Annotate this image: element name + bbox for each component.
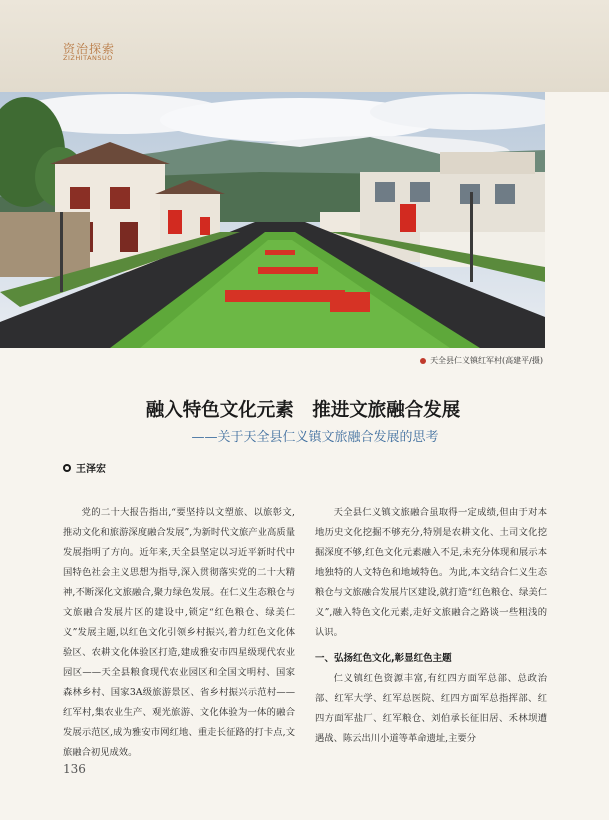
paragraph: 党的二十大报告指出,“要坚持以文塑旅、以旅彰文,推动文化和旅游深度融合发展”,为新时代文旅产业高质量发展指明了方向。近年来,天全县坚定以习近平新时代中国特色社会主义思想为指导,深入贯彻落实党的二十大精神,不断深化文旅融合,聚力绿色发展。在仁义生态粮仓与文旅融合发展片区的建设中,锁定“红色粮仓、绿美仁义”发展主题,以红色文化引领乡村振兴,着力红色文化体验区、农耕文化体验区打造,建成雅安市四星级现代农业园区——天全县粮食现代农业园区和全国文明村、国家森林乡村、国家3A级旅游景区、省乡村振兴示范村——红军村,集农业生产、观光旅游、文化体验为一体的融合发展示范区,成为雅安市网红地、重走长征路的打卡点,文旅融合初见成效。 — [63, 507, 295, 758]
caption-bullet-icon — [420, 358, 426, 364]
section-heading: 一、弘扬红色文化,彰显红色主题 — [315, 653, 452, 664]
paragraph: 天全县仁义镇文旅融合虽取得一定成绩,但由于对本地历史文化挖掘不够充分,特别是农耕文化、土司文化挖掘深度不够,红色文化元素融入不足,未充分体现和展示本地独特的人文特色和地域特色。为此,本文结合仁义生态粮仓与文旅融合发展片区建设,就打造“红色粮仓、绿美仁义”,融入特色文化元素,走好文旅融合之路谈一些粗浅的认识。 — [315, 507, 547, 638]
author-name: 王泽宏 — [76, 464, 106, 475]
paragraph: 仁义镇红色资源丰富,有红四方面军总部、总政治部、红军大学、红军总医院、红四方面军总指挥部、红四方面军盐厂、红军粮仓、刘伯承长征旧居、禾林坝遭遇战、陈云出川小道等革命遗址,主要分 — [315, 673, 547, 744]
author-line — [63, 460, 106, 475]
author-bullet-icon — [63, 464, 71, 472]
left-column — [63, 503, 295, 763]
right-column — [315, 503, 547, 749]
section-title-pinyin: ZIZHITANSUO — [63, 54, 113, 62]
section-title: 资治探索 — [63, 42, 116, 56]
photo-caption-text: 天全县仁义镇红军村(高建平/摄) — [430, 356, 543, 365]
village-photo — [0, 92, 545, 348]
article-title: 融入特色文化元素 推进文旅融合发展 — [145, 400, 461, 421]
page-number: 136 — [63, 762, 86, 776]
article-subtitle: ——关于天全县仁义镇文旅融合发展的思考 — [191, 430, 439, 445]
photo-caption — [420, 355, 543, 366]
